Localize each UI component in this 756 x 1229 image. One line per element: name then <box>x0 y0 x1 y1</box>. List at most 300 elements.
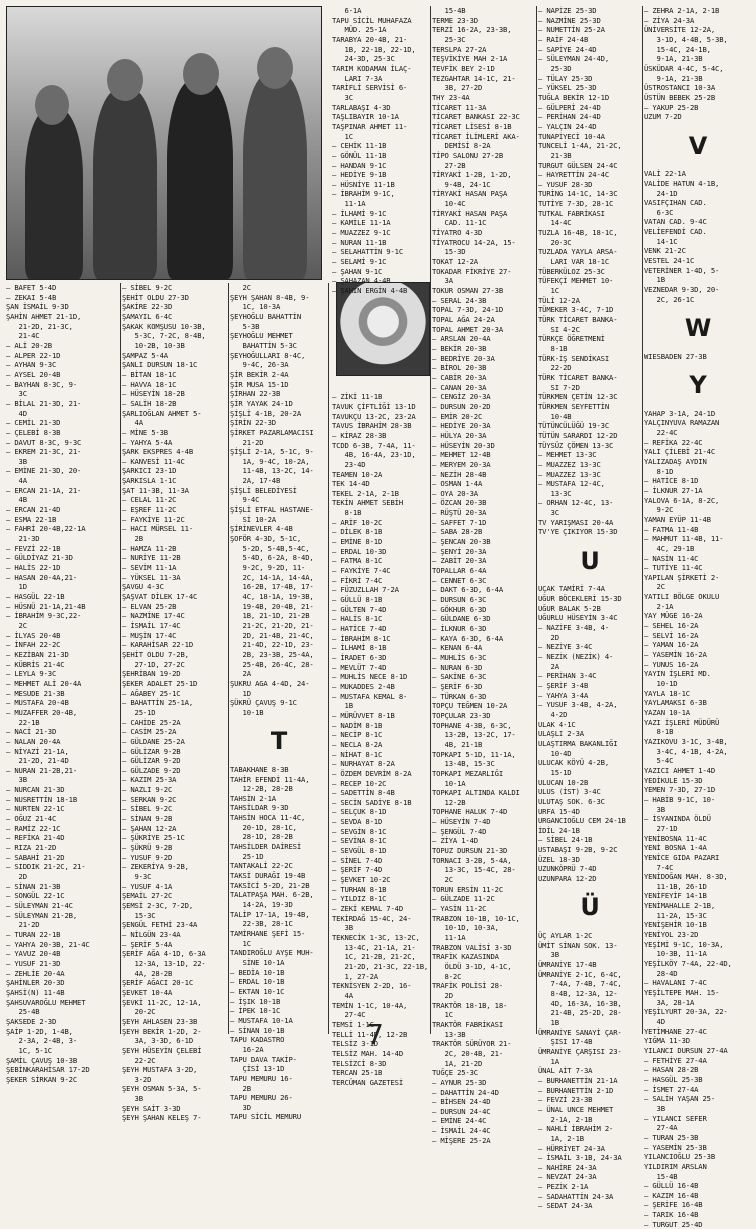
index-entry: — SEDAT 24-3A <box>538 1201 593 1211</box>
index-entry: TÜRK-İŞ SENDİKASI <box>538 353 610 363</box>
index-entry: TELSİZCİ 8-3D <box>332 1058 387 1068</box>
index-entry: 3B <box>6 456 27 466</box>
index-entry: 1C <box>538 286 559 296</box>
index-entry: — NİLGÜN 23-4A <box>122 929 181 939</box>
index-entry: — CAHİDE 25-2A <box>122 717 181 727</box>
index-entry: — TÜRKAN 6-3D <box>432 691 487 701</box>
index-entry: — SEHEL 16-2A <box>644 621 699 631</box>
index-entry: 3-1D, 4-4B, 5-3B, <box>644 34 728 44</box>
index-entry: — REFİKA 22-4C <box>644 437 703 447</box>
index-entry: — HÜSEYİN 20-3D <box>432 440 495 450</box>
index-entry: ÜMRANİYE ÇARŞISI 23- <box>538 1046 622 1056</box>
index-entry: UĞURLU HÜSEYİN 3-4C <box>538 613 618 623</box>
index-entry: ULUS (İST) 3-4C <box>538 787 601 797</box>
index-entry: — FATMA 8-1C <box>332 556 383 566</box>
index-entry: — TURAN 25-3B <box>644 1132 699 1142</box>
index-entry: 15-4B <box>432 6 466 15</box>
index-entry: ULUCAK KÖYÜ 4-2B, <box>538 758 610 768</box>
index-entry: — AĞABEY 25-1C <box>122 688 181 698</box>
index-entry: — ERCAN 21-1A, 21- <box>6 485 82 495</box>
index-entry: — YUSUF 4-1A <box>122 881 173 891</box>
index-entry: TEMSİ 1-1C <box>332 1019 374 1029</box>
index-entry: — YAKUP 25-2B <box>644 102 699 112</box>
index-entry: ŞAİP 1-2D, 1-4B, <box>6 1026 73 1036</box>
index-entry: TRAFİK POLİSİ 28- <box>432 981 504 991</box>
index-entry: 2C <box>644 582 665 592</box>
index-entry <box>332 325 430 335</box>
index-entry: 9-2C <box>644 505 674 515</box>
index-entry: 27-1D, 27-2C <box>122 659 185 669</box>
index-entry: ŞARKICI 23-1D <box>122 466 177 476</box>
index-entry: YAZAN 10-1A <box>644 708 690 717</box>
index-entry: ŞİR BEKİR 2-4A <box>230 369 289 379</box>
index-entry: TOPÇULAR 23-3D <box>432 710 491 720</box>
index-entry: TAHSİN HOCA 11-4C, <box>230 813 306 823</box>
index-entry: — GÜLLÜ 16-4B <box>644 1181 699 1191</box>
index-entry: — ARİF 10-2C <box>332 517 383 527</box>
index-entry: ŞERİF AĞA 4-1D, 6-3A <box>122 949 206 959</box>
index-entry: ULUCAN 10-2B <box>538 777 589 787</box>
index-entry: ŞİRİNEVLER 4-4B <box>230 524 293 534</box>
index-entry: — MUSTAFA 10-1A <box>230 1015 293 1025</box>
index-entry: TÜYSÜZ ÇÖMEN 13-3C <box>538 440 614 450</box>
index-entry: ŞEYH ŞAHAN KELEŞ 7- <box>122 1113 202 1123</box>
index-entry: — HASAN 28-2B <box>644 1065 699 1075</box>
index-entry: TRAKTÖR SÜRÜYOR 21- <box>432 1039 512 1049</box>
index-entry: 8-1B <box>538 343 568 353</box>
index-entry: 9-1A, 21-3B <box>644 73 703 83</box>
index-entry: — NACİ 21-3D <box>6 727 57 737</box>
index-entry <box>644 399 752 409</box>
index-entry: ŞAKSEDE 2-3D <box>6 1016 57 1026</box>
index-entry: ŞENGÜL FETHİ 23-4A <box>122 920 198 930</box>
index-entry: 15-3C <box>122 910 156 920</box>
index-entry: TEK 14-4D <box>332 479 370 489</box>
index-entry: — EMİNE 21-3D, 20- <box>6 466 82 476</box>
index-entry: — ZİKİ 11-1B <box>332 392 383 402</box>
index-entry: VASIFÇIHAN CAD. <box>644 198 707 208</box>
index-entry: 10-1B <box>230 707 264 717</box>
index-entry: 2A <box>538 661 559 671</box>
index-entry: İDİL 24-1B <box>538 825 580 835</box>
index-entry: — SAPİYE 24-4D <box>538 44 597 54</box>
index-entry: 13-3C <box>538 488 572 498</box>
index-entry: TUTİYE 7-3D, 28-1C <box>538 199 614 209</box>
index-entry: — RAMİZ 22-1C <box>6 823 61 833</box>
index-entry: 21-2D, 21-3C, 22-1B, <box>332 961 429 971</box>
index-entry: — İRADET 6-3D <box>332 652 387 662</box>
index-entry: TEKEL 2-1A, 2-1B <box>332 488 399 498</box>
index-entry: 2-1A <box>644 601 674 611</box>
index-entry: 5-4C <box>644 756 674 766</box>
index-entry: 3C <box>6 389 27 399</box>
index-entry: WIESBADEN 27-3B <box>644 351 707 361</box>
index-entry: YALÇINYUVA RAMAZAN <box>644 418 720 428</box>
index-entry: — BEDİA 10-1B <box>230 967 285 977</box>
index-column-1 <box>6 283 121 1084</box>
index-entry: 9-4B, 24-1C <box>432 179 491 189</box>
index-entry: UZUNPARA 12-2D <box>538 874 597 884</box>
index-entry: — HATİCE 8-1D <box>644 476 699 486</box>
person-head <box>35 85 69 125</box>
index-entry: — YAHYA 20-3B, 21-4C <box>6 939 90 949</box>
index-entry: — YUNUS 16-2A <box>644 659 699 669</box>
index-entry: TİCARET BANKASI 22-3C <box>432 112 520 122</box>
index-entry: YENİBOSNA 11-4C <box>644 833 707 843</box>
index-entry: — FAYKİYE 7-4C <box>332 566 391 576</box>
index-entry: — İLHAMİ 8-1B <box>332 643 387 653</box>
index-entry: YAPILAN ŞİRKETİ 2- <box>644 572 720 582</box>
index-entry: 20-1D, 28-1C, <box>230 822 297 832</box>
index-entry <box>332 315 430 325</box>
index-entry: 22-3B, 28-1C <box>230 919 293 929</box>
index-entry: — NEVZAT 24-3A <box>538 1172 597 1182</box>
index-entry: — BURHANETTİN 2-1D <box>538 1085 614 1095</box>
index-entry: — İLYAS 20-4B <box>6 630 61 640</box>
index-entry: 3A, 28-1A <box>644 997 695 1007</box>
index-entry: — İBRAHİM 9-3C,22- <box>6 611 82 621</box>
index-entry: 27-4C <box>332 1010 366 1020</box>
index-entry: 11-1A <box>432 933 466 942</box>
index-entry: — İLHAMİ 9-1C <box>332 208 387 218</box>
index-entry: — ŞERİF 3-4B <box>538 680 589 690</box>
index-entry: — NUMETTİN 25-2A <box>538 25 605 35</box>
index-entry: 21-3D <box>6 534 40 544</box>
index-entry: ŞEYH MUSTAFA 3-2D, <box>122 1065 198 1075</box>
index-entry: 3C <box>332 92 353 102</box>
index-entry: YAYLA 18-1C <box>644 688 690 698</box>
index-entry: TİYATRO 4-3D <box>432 228 483 238</box>
index-entry: TEKNİSYEN 2-2D, 16- <box>332 981 412 991</box>
index-entry: 13-3B <box>432 1029 466 1039</box>
index-entry: TİYATROCU 14-2A, 15- <box>432 237 516 247</box>
index-entry: — YASİN 11-2C <box>432 904 487 914</box>
index-entry: 21-2C, 21-2D, 21- <box>230 620 314 630</box>
index-entry: — ŞÜKRÜ 9-2B <box>122 843 173 853</box>
index-entry: — İSMAİL 24-4C <box>432 1126 491 1136</box>
index-entry: 1, 27-2A <box>332 971 378 981</box>
index-entry: — GÜLTEN 7-4D <box>332 604 387 614</box>
index-entry: ŞİRHAN 22-3B <box>230 389 281 399</box>
index-entry: 4B, 16-4A, 23-1D, <box>332 450 416 460</box>
index-entry: ŞEKER SİRKAN 9-2C <box>6 1074 78 1084</box>
index-entry: — CEHİK 11-1B <box>332 141 387 151</box>
section-letter: W <box>684 314 712 343</box>
index-entry: ÇİSİ 13-1D <box>230 1064 285 1074</box>
index-entry: 1B, 22-1B, 22-1D, <box>332 44 416 54</box>
index-column-2 <box>122 283 229 1123</box>
index-entry: 12-3A, 13-1D, 22- <box>122 958 206 968</box>
index-entry: ŞAHİNLER 20-3D <box>6 978 65 988</box>
index-entry <box>644 304 752 314</box>
index-entry: VETERİNER 1-4D, 5- <box>644 265 720 275</box>
index-entry: — MUSTAFA KEMAL 8- <box>332 691 408 701</box>
index-entry: TERME 23-3D <box>432 15 478 25</box>
index-entry: — YASEMİN 16-2A <box>644 650 707 660</box>
index-entry: ÜSTÜN BEBEK 25-2B <box>644 92 716 102</box>
index-entry: — AYNUR 25-3D <box>432 1077 487 1087</box>
index-entry: YALI ÇİLEBİ 21-4C <box>644 447 716 457</box>
index-entry: — GÖNÜL 11-1B <box>332 150 387 160</box>
index-entry: 10-4B <box>538 411 572 421</box>
index-entry: 10-1D, 10-3A, <box>432 923 499 933</box>
index-entry: ŞAHSUVAROĞLU MEHMET <box>6 997 86 1007</box>
index-entry: TÜLİ 12-2A <box>538 295 580 305</box>
index-entry: — ZEHRA 2-1A, 2-1B <box>644 6 720 15</box>
index-entry: — ŞEVKET 10-2C <box>332 875 391 885</box>
index-entry: 25-1D <box>230 851 264 861</box>
index-entry: YEŞİLTEPE MAH. 15- <box>644 988 720 998</box>
index-entry: 13-3C, 15-4C, 28- <box>432 865 516 875</box>
index-entry: — HAVVA 18-1C <box>122 379 177 389</box>
index-entry: YENİYOL 23-2D <box>644 930 699 940</box>
index-entry: 21-4B, 25-2D, 28- <box>538 1008 622 1018</box>
index-entry: YATILI BÖLGE OKULU <box>644 592 720 602</box>
index-entry: 4B, 21-1B <box>432 739 483 749</box>
index-entry: — ERDAL 10-1B <box>230 977 285 987</box>
index-entry: VALİ 22-1A <box>644 169 686 179</box>
index-entry: — MUSTAFA 20-4B <box>6 698 69 708</box>
index-entry: TOPKAPI 5-1D, 11-1A, <box>432 749 516 759</box>
index-entry: ŞAŞVAT DİLEK 17-4C <box>122 592 198 601</box>
index-entry: 22-2C <box>122 1055 156 1065</box>
index-entry: 1C, 5-1C <box>6 1045 52 1055</box>
index-entry: TAŞLIBAYIR 10-1A <box>332 112 399 122</box>
index-entry: ŞARLIOĞLAN AHMET 5- <box>122 408 202 418</box>
index-entry: — CANAN 20-3A <box>432 382 487 392</box>
index-entry: — İSYANINDA ÖLDÜ <box>644 814 711 824</box>
index-entry: — SİBEL 24-1B <box>538 835 593 845</box>
index-entry: TAPU SİCİL MEMURU <box>230 1112 302 1122</box>
index-entry: — BAHATTİN 25-1A, <box>122 698 194 708</box>
index-entry: 11-1A <box>332 199 366 209</box>
index-entry: — SEVGÜL 8-1D <box>332 846 387 856</box>
index-entry: TUZLADA YAYLA ARSA- <box>538 247 618 257</box>
index-entry: — İSMAİL 17-4C <box>122 620 181 630</box>
index-entry: 1D <box>6 582 27 592</box>
index-entry: YEŞİLKÖY 7-4A, 22-4D, <box>644 959 732 969</box>
index-entry: — ŞENGÜL 7-4D <box>432 826 487 836</box>
index-entry: 2D <box>6 872 27 882</box>
index-entry: — İLKNUR 6-3D <box>432 624 487 633</box>
index-entry: 25-4B <box>6 1007 40 1017</box>
index-entry: — EŞREF 11-2C <box>122 505 177 515</box>
index-entry: 1B, 21-1D, 21-2B <box>230 611 310 621</box>
index-entry: TAMİRHANE ŞEFİ 15- <box>230 929 306 938</box>
index-entry: — EKTAN 10-1C <box>230 986 285 996</box>
index-entry: TİCARET LİSESİ 8-1B <box>432 121 512 131</box>
index-entry: TAPU MEMURU 16- <box>230 1073 293 1083</box>
index-column-5 <box>432 6 537 1145</box>
index-entry: TOPUZ DURSUN 21-3D <box>432 846 508 856</box>
index-entry: YAHAP 3-1A, 24-1D <box>644 408 716 418</box>
index-entry: 21-4D, 22-1D, 23- <box>230 640 314 650</box>
index-entry: — SERKAN 9-2C <box>122 794 177 804</box>
index-entry: ŞEKER ADALET 25-1D <box>122 678 198 688</box>
index-entry: — DURSUN 24-4C <box>432 1106 491 1116</box>
index-entry: ŞİR YAYAK 24-1D <box>230 398 293 408</box>
index-entry: — MUHLİS NECE 8-1D <box>332 672 408 682</box>
person-figure <box>243 73 307 279</box>
index-entry: — YÜKSEL 11-3A <box>122 572 181 582</box>
index-entry: — YUSUF 9-2D <box>122 852 173 862</box>
index-entry: — MUAZZEZ 13-3C <box>538 459 601 469</box>
index-entry: ŞİŞLİ 2-1A, 5-1C, 9- <box>230 447 314 457</box>
index-entry: 5-3C, 7-2C, 8-4B, <box>122 331 206 341</box>
index-entry: TÜTÜN SARARDI 12-2D <box>538 430 618 440</box>
index-entry <box>644 122 752 132</box>
index-entry: — ESMA 22-1B <box>6 514 57 524</box>
index-entry: 2-3A, 2-4B, 3- <box>6 1036 78 1046</box>
index-entry: — ŞERİFE 16-4B <box>644 1200 703 1210</box>
index-entry: — MUKADDES 2-4B <box>332 681 395 691</box>
index-entry: 5-2D, 5-4B,5-4C, <box>230 543 310 553</box>
index-entry: 15-1D <box>538 767 572 777</box>
index-entry: — SELVİ 16-2A <box>644 630 699 640</box>
section-letter: U <box>580 546 600 575</box>
index-entry: ŞEYH AHLASEN 23-3B <box>122 1016 198 1026</box>
index-entry: 2A, 17-4B <box>230 476 281 486</box>
index-entry: — GÜLLÜ 8-1B <box>332 595 383 605</box>
index-entry: — ŞÜKRİYE 25-1C <box>122 833 185 843</box>
index-entry: — SİNAN 21-3B <box>6 881 61 891</box>
index-entry <box>332 373 430 383</box>
index-entry: — TURGUT 25-4D <box>644 1219 703 1229</box>
index-entry: — DAKT 6-3D, 6-4A <box>432 585 504 595</box>
person-head <box>107 59 143 101</box>
index-entry: UĞUR BÖCEKLERİ 15-3D <box>538 594 622 604</box>
index-entry: TALATPAŞA MAH. 6-2B, <box>230 890 314 900</box>
index-entry: — SİBEL 9-2C <box>122 283 173 292</box>
index-entry: — YÜKSEL 25-3D <box>538 83 597 93</box>
index-entry: 11-2A, 15-3C <box>644 910 707 920</box>
index-entry: URFA 15-4D <box>538 806 580 816</box>
person-figure <box>25 109 83 279</box>
index-entry: 4C, 18-1A, 19-3B, <box>230 592 314 601</box>
index-entry: 20-3C <box>538 237 572 247</box>
index-entry: 7-4A, 7-4B, 7-4C, <box>538 979 622 989</box>
index-entry: — TURHAN 8-1B <box>332 884 387 894</box>
index-entry: VENK 21-2C <box>644 246 686 256</box>
index-entry: TARABYA 20-4B, 21- <box>332 34 408 44</box>
index-entry: TUZLA 16-4B, 18-1C, <box>538 228 618 238</box>
index-entry: TOPAL AĞA 24-2A <box>432 315 495 324</box>
index-entry: — SERAL 24-3B <box>432 295 487 305</box>
index-entry: — EMİR 20-2C <box>432 411 483 421</box>
index-entry: 2D, 21-4B, 21-4C, <box>230 630 314 640</box>
index-entry: 13-2B, 13-2C, 17- <box>432 730 516 740</box>
index-entry: ŞEYHOĞULLARI 8-4C, <box>230 350 306 360</box>
index-entry: — MUAZZEZ 9-1C <box>332 228 391 238</box>
index-entry: — EKREM 21-3C, 21- <box>6 447 82 457</box>
index-entry: ŞÜKRÜ ÇAVUŞ 9-1C <box>230 698 297 708</box>
index-entry: — NADİM 8-1B <box>332 720 383 730</box>
person-head <box>183 53 219 95</box>
index-entry: — HASGÜL 22-1B <box>6 592 65 601</box>
index-entry <box>230 718 328 728</box>
index-entry: — İBRAHİM 9-1C, <box>332 189 395 199</box>
index-entry: — KAZIM 25-3A <box>122 775 177 785</box>
index-entry: 23-4D <box>332 459 366 469</box>
index-entry: ŞUKRU AGA 4-4D, 24- <box>230 678 310 688</box>
index-entry: TARIM KODAMAN İLAÇ- <box>332 63 412 73</box>
index-entry: 15-4B <box>644 1171 678 1181</box>
index-entry: — KANVESİ 11-4C <box>122 456 185 466</box>
index-entry: TOPHANE HALUK 7-4D <box>432 807 508 817</box>
index-entry: — İSMAİL 3-1B, 24-3A <box>538 1153 622 1163</box>
index-entry: TELSİZ 3-1D <box>332 1039 378 1049</box>
index-entry: 10-4D <box>538 748 572 758</box>
index-entry <box>538 537 642 547</box>
index-entry: TAVUK ÇİFTLİĞİ 13-1D <box>332 401 416 411</box>
index-entry: ŞEYH HÜSEYİN ÇELEBİ <box>122 1045 202 1055</box>
index-entry: 10-1A <box>432 778 466 788</box>
index-entry: 11-1B, 26-1D <box>644 881 707 891</box>
index-entry: — YUSUF 21-3D <box>6 958 61 968</box>
index-entry: — NASİN 11-4C <box>644 553 699 563</box>
index-entry: ÜMİT SİNAN SOK. 13- <box>538 940 618 950</box>
index-entry: — HÜSNÜ 21-1A,21-4B <box>6 601 86 611</box>
index-entry: YILDIRIM ARSLAN <box>644 1161 707 1171</box>
index-entry: TEKNECİK 1-3C, 13-2C, <box>332 933 420 942</box>
index-entry: 2A <box>230 669 251 679</box>
index-entry: — TARIK 16-4B <box>644 1210 699 1220</box>
index-entry: 12-2B, 28-2B <box>230 784 293 794</box>
index-entry: ŞARKISLA 1-1C <box>122 476 177 486</box>
index-entry: ÜMRANİYE SANAYİ ÇAR- <box>538 1027 622 1037</box>
index-entry: — HASAN 20-4A,21- <box>6 572 78 582</box>
index-entry: — ZEKİ KEMAL 7-4D <box>332 904 404 914</box>
index-entry: — HALİS 22-1D <box>6 563 61 573</box>
index-entry: — HÜSNİYE 11-1B <box>332 179 395 189</box>
index-entry: TOPALLAR 6-4A <box>432 566 487 576</box>
index-entry: — NURCAN 21-3D <box>6 785 65 795</box>
index-entry: — CENNET 6-3C <box>432 575 487 585</box>
index-entry: TUTKAL FABRİKASI <box>538 208 605 218</box>
index-entry: — İBRAHİM 8-1C <box>332 633 391 643</box>
index-entry <box>644 160 752 170</box>
index-entry: BAHATTİN 5-3C <box>230 340 297 350</box>
index-entry: TAPU MEMURU 26- <box>230 1093 293 1103</box>
index-entry: — ZİYA 1-4D <box>432 836 478 846</box>
index-entry: 21-3B <box>538 150 572 160</box>
index-entry: — YAHYA 3-4A <box>538 690 589 700</box>
index-entry: — YAHYA 5-4A <box>122 437 173 447</box>
index-entry: 3B <box>6 775 27 785</box>
index-column-6 <box>538 6 643 1211</box>
index-entry: — YALÇIN 24-4D <box>538 121 597 131</box>
index-entry: — ÖZDEM DEVRİM 8-2A <box>332 768 412 778</box>
index-entry: 2D <box>538 632 559 642</box>
index-entry: — HAMZA 11-2B <box>122 543 177 553</box>
index-column-4 <box>332 6 431 1087</box>
index-entry: TAPU SİCİL MUHAFAZA <box>332 15 412 25</box>
index-entry: — KAZIM 16-4B <box>644 1190 699 1200</box>
index-entry: — DİLEK 8-1B <box>332 527 383 537</box>
index-entry: 3B <box>122 1094 143 1104</box>
index-entry: TİRYAKİ HASAN PAŞA <box>432 208 508 218</box>
index-entry: TOPAL AHMET 20-3A <box>432 324 504 334</box>
index-entry: VELİEFENDİ CAD. <box>644 227 707 237</box>
index-entry: — SAKİNE 6-3C <box>432 672 487 682</box>
person-figure <box>167 79 233 279</box>
index-entry: — GÜLZADE 11-2C <box>432 894 495 904</box>
index-entry: YAYLAMAKSI 6-3B <box>644 698 707 708</box>
index-entry: — SÜLEYMAN 21-4C <box>6 901 73 910</box>
index-entry: YEDİKULE 15-3D <box>644 775 703 785</box>
index-entry: 4A <box>6 476 27 486</box>
index-entry: YALIZADAŞ AYDIN <box>644 456 707 466</box>
